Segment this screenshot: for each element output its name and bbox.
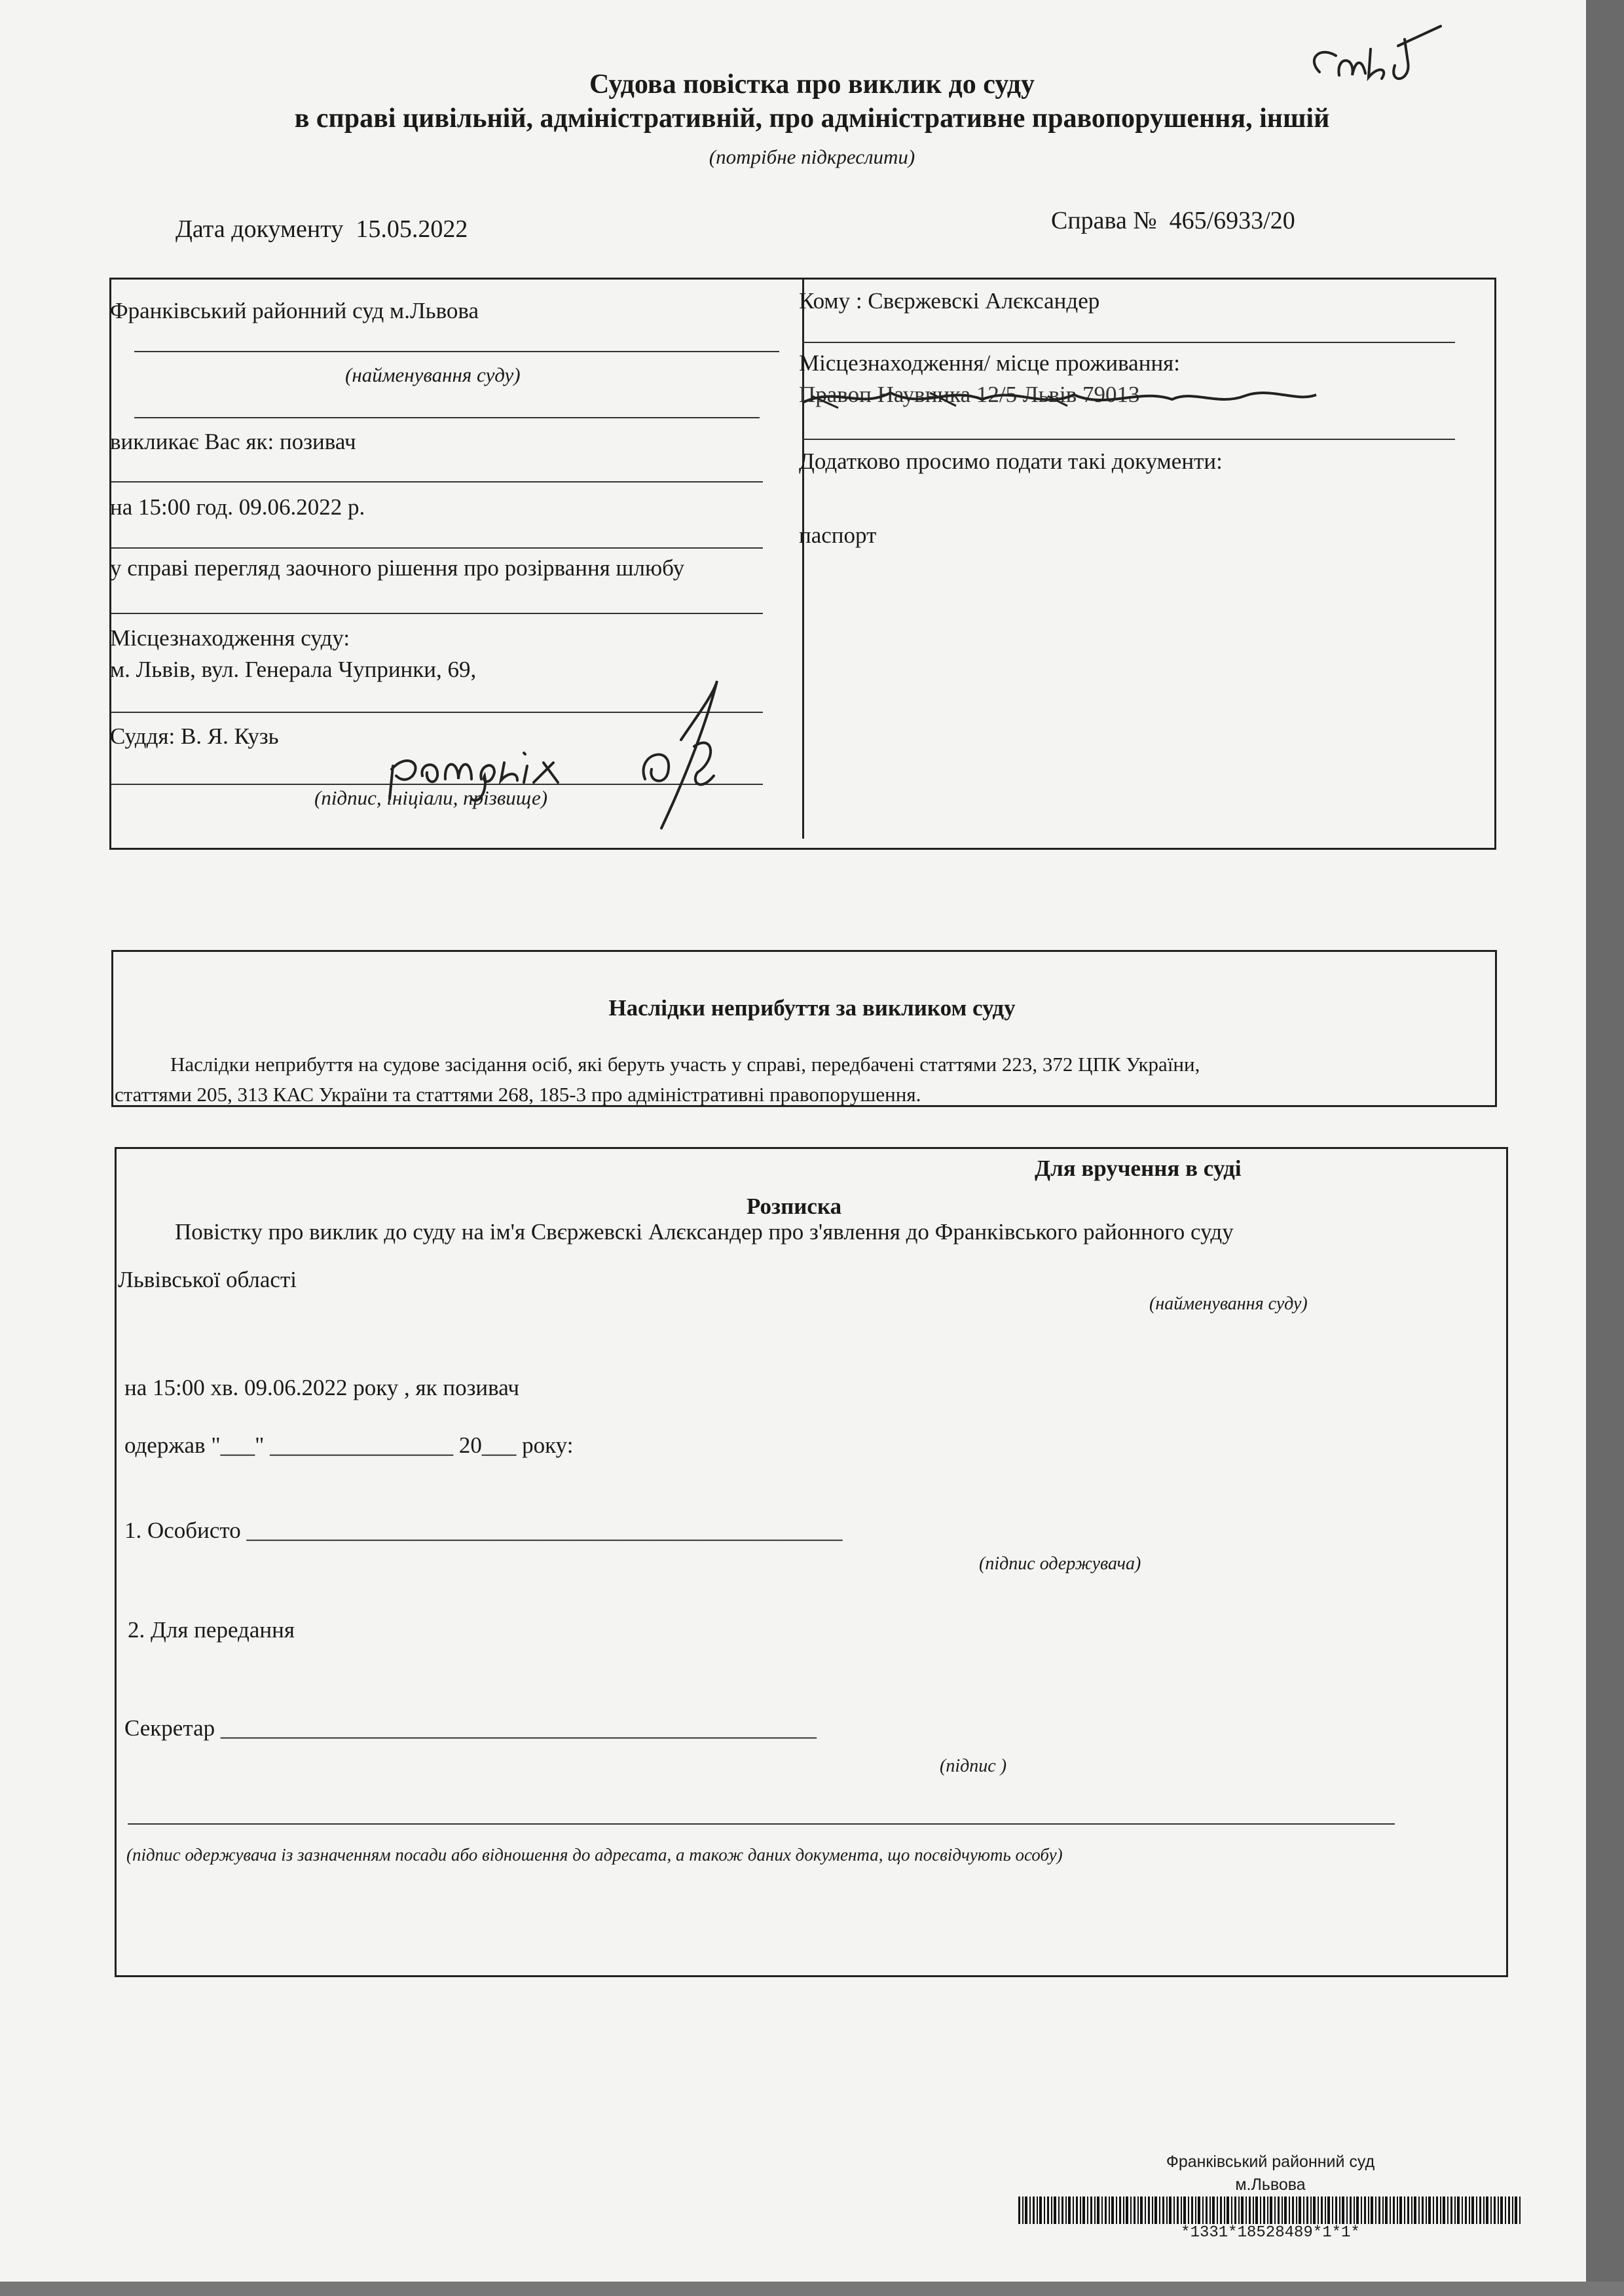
receipt-court-caption: (найменування суду)	[1149, 1294, 1308, 1314]
separator-line	[111, 547, 763, 549]
court-name: Франківський районний суд м.Львова	[110, 298, 479, 323]
personally-line: 1. Особисто ____________________________________________________	[124, 1518, 843, 1543]
extra-docs-label: Додатково просимо подати такі документи:	[799, 448, 1223, 474]
title-note: (потрібне підкреслити)	[709, 145, 915, 168]
separator-line	[111, 481, 763, 483]
recipient: Кому : Свєржевскі Алєксандер	[799, 288, 1100, 314]
stamp-court-line1: Франківський районний суд	[1166, 2153, 1375, 2171]
receipt-time-line: на 15:00 хв. 09.06.2022 року , як позивач	[124, 1375, 519, 1400]
court-location-label: Місцезнаходження суду:	[110, 625, 350, 651]
court-name-caption: (найменування суду)	[345, 363, 521, 386]
secretary-signature-caption: (підпис )	[940, 1756, 1007, 1776]
hearing-time: на 15:00 год. 09.06.2022 р.	[110, 494, 365, 520]
stamp-court-line2: м.Львова	[1235, 2176, 1306, 2194]
judge-signature	[386, 668, 792, 845]
separator-line	[134, 417, 760, 418]
address-scribble	[799, 383, 1323, 416]
barcode	[1018, 2196, 1522, 2224]
receipt-title: Розписка	[747, 1194, 842, 1219]
recipient-signature-caption: (підпис одержувача)	[979, 1554, 1141, 1574]
separator-line	[802, 342, 1455, 343]
case-matter: у справі перегляд заочного рішення про розірвання шлюбу	[110, 555, 685, 581]
date-value: 15.05.2022	[356, 215, 468, 243]
summons-as: викликає Вас як: позивач	[110, 429, 356, 454]
barcode-text: *1331*18528489*1*1*	[1181, 2224, 1360, 2242]
case-label: Справа №	[1051, 207, 1157, 234]
document-title-line2: в справі цивільній, адміністративній, про адміністративне правопорушення, іншій	[294, 103, 1330, 134]
court-location-value: м. Львів, вул. Генерала Чупринки, 69,	[110, 657, 477, 682]
receipt-line1: Повістку про виклик до суду на ім'я Свєржевскі Алєксандер про з'явлення до Франківського районного суду	[175, 1219, 1234, 1245]
separator-line	[802, 439, 1455, 440]
receipt-footer-caption: (підпис одержувача із зазначенням посади або відношення до адресата, а також даних документа, що посвідчують особу)	[126, 1845, 1063, 1865]
document-title-line1: Судова повістка про виклик до суду	[589, 69, 1035, 100]
scan-bottom-edge	[0, 2282, 1624, 2296]
scan-edge	[1586, 0, 1624, 2296]
court-name-underline	[134, 351, 779, 352]
received-line: одержав "___" ________________ 20___ року:	[124, 1432, 574, 1458]
receipt-signature-line	[128, 1823, 1395, 1825]
case-value: 465/6933/20	[1169, 207, 1295, 234]
for-transfer-label: 2. Для передання	[128, 1617, 295, 1643]
consequences-title: Наслідки неприбуття за викликом суду	[608, 995, 1016, 1021]
consequences-text-line1: Наслідки неприбуття на судове засідання осіб, які беруть участь у справі, передбачені статтями 223, 372 ЦПК України,	[170, 1053, 1200, 1076]
extra-docs-value: паспорт	[799, 522, 877, 548]
date-label: Дата документу	[175, 215, 344, 243]
signature-caption: (підпис, ініціали, прізвище)	[314, 786, 548, 809]
judge-name: Суддя: В. Я. Кузь	[110, 723, 279, 749]
consequences-text-line2: статтями 205, 313 КАС України та статтями 268, 185-3 про адміністративні правопорушення.	[115, 1083, 921, 1106]
separator-line	[111, 613, 763, 614]
receipt-line2: Львівської області	[118, 1267, 297, 1292]
handwritten-mark	[1300, 20, 1457, 95]
address-label: Місцезнаходження/ місце проживання:	[799, 350, 1180, 376]
for-court-label: Для вручення в суді	[1035, 1156, 1242, 1181]
secretary-line: Секретар ____________________________________________________	[124, 1715, 817, 1741]
address-redacted: Правоп Наувника 12/5 Львів 79013	[799, 382, 1140, 407]
